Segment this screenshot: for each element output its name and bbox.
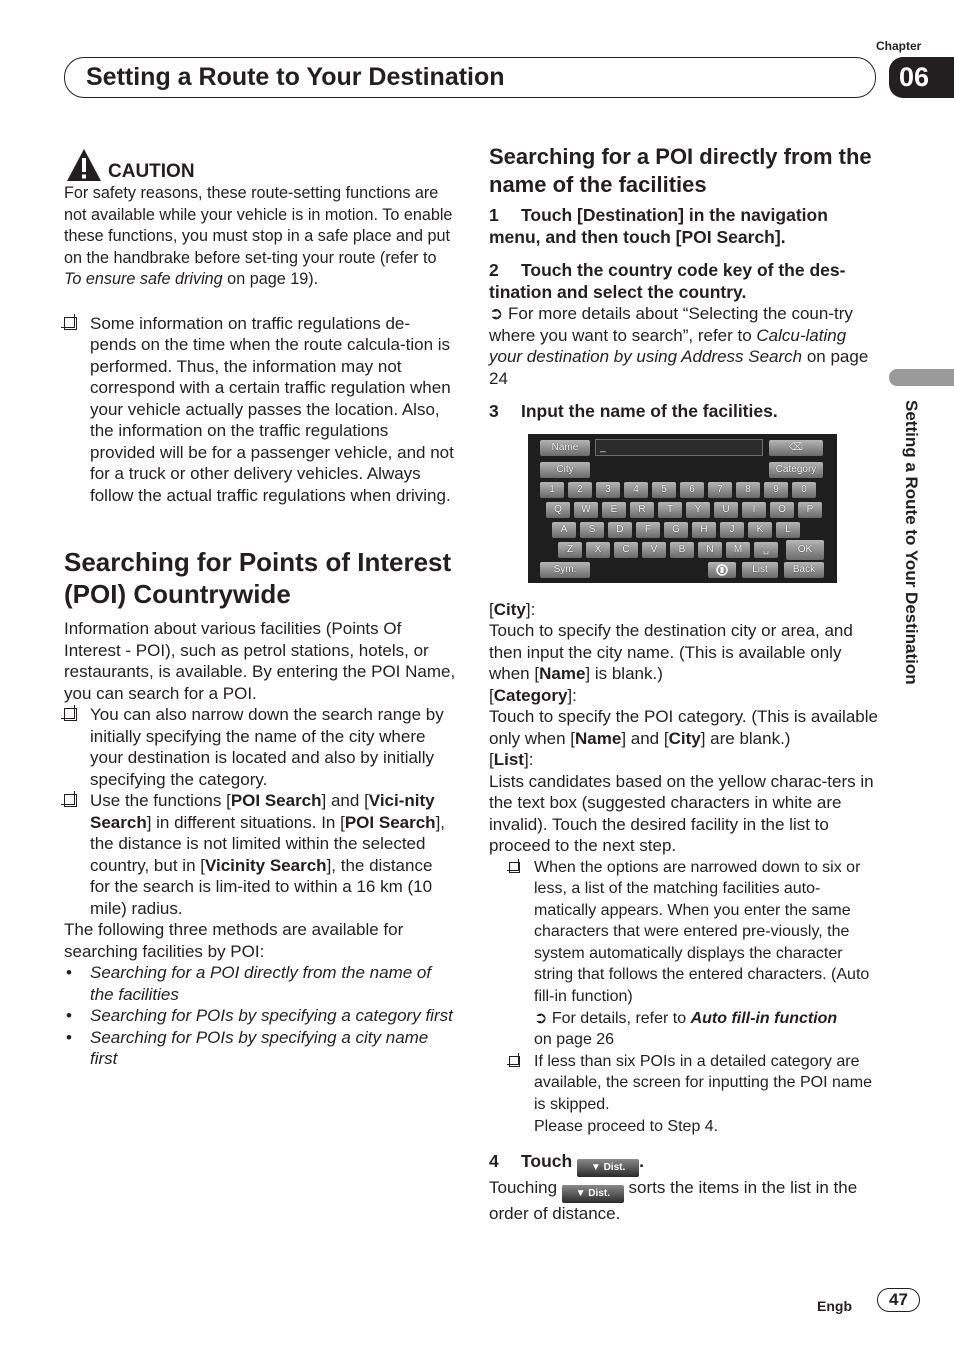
category-desc-label: [Category]: xyxy=(489,685,577,705)
list-key[interactable]: List xyxy=(742,562,778,578)
caution-title: CAUTION xyxy=(108,161,195,182)
method-item: • Searching for POIs by specifying a category first xyxy=(66,1006,453,1026)
key-w[interactable]: W xyxy=(574,502,598,518)
key-g[interactable]: G xyxy=(664,522,688,538)
key-u[interactable]: U xyxy=(714,502,738,518)
key-1[interactable]: 1 xyxy=(540,482,564,498)
autofill-note: When the options are narrowed down to six or less, a list of the matching facilities auto-matically appears. When you enter the same characters that were entered pre-viously, the system automatically displays the character string that follows the entered characters. (Auto fill-in function) ➲ For details, refer to Auto fill-in function on page 26 xyxy=(489,857,881,1051)
chapter-label: Chapter xyxy=(876,39,922,53)
key-r[interactable]: R xyxy=(630,502,654,518)
city-desc-label: [City]: xyxy=(489,599,536,619)
arrow-icon: ➲ xyxy=(489,304,504,323)
step-2: 2 Touch the country code key of the des-tination and select the country. xyxy=(489,260,846,302)
narrow-search-note: You can also narrow down the search range by initially specifying the name of the city where your destination is located and also by initially specifying the category. xyxy=(64,704,456,790)
key-v[interactable]: V xyxy=(642,542,666,558)
back-key[interactable]: Back xyxy=(784,562,824,578)
key-0[interactable]: 0 xyxy=(792,482,816,498)
step-2-reference: ➲ For more details about “Selecting the coun-try where you want to search”, refer to Calcu-lating your destination by using Address Search on page 24 xyxy=(489,304,869,388)
key-5[interactable]: 5 xyxy=(652,482,676,498)
note-checkbox-icon xyxy=(64,794,77,807)
step-3: 3 Input the name of the facilities. xyxy=(489,401,778,421)
note-checkbox-icon xyxy=(64,708,77,721)
chapter-number-badge: 06 xyxy=(889,57,954,98)
key-9[interactable]: 9 xyxy=(764,482,788,498)
list-desc: Lists candidates based on the yellow charac-ters in the text box (suggested characters in white are invalid). Touch the desired facility in the list to proceed to the next step. xyxy=(489,771,874,855)
key-7[interactable]: 7 xyxy=(708,482,732,498)
key-e[interactable]: E xyxy=(602,502,626,518)
caution-text: For safety reasons, these route-setting functions are not available while your vehicle is in motion. To enable these functions, you must stop in a safe place and put on the handbrake before set-ting your route (refer to To ensure safe driving on page 19). xyxy=(64,184,453,289)
page-title: Setting a Route to Your Destination xyxy=(86,63,505,91)
ok-key[interactable]: OK xyxy=(786,540,824,560)
city-desc: Touch to specify the destination city or area, and then input the city name. (This is available only when [Name] is blank.) xyxy=(489,621,853,683)
key-q[interactable]: Q xyxy=(546,502,570,518)
name-key[interactable]: Name xyxy=(540,440,590,456)
step-4: 4 Touch ▼ Dist. . xyxy=(489,1151,881,1177)
section-title: Searching for Points of Interest (POI) Countrywide xyxy=(64,547,452,610)
key-t[interactable]: T xyxy=(658,502,682,518)
key-o[interactable]: O xyxy=(770,502,794,518)
key-c[interactable]: C xyxy=(614,542,638,558)
key-d[interactable]: D xyxy=(608,522,632,538)
caution-heading xyxy=(66,148,456,182)
dist-button[interactable]: ▼ Dist. xyxy=(577,1159,639,1177)
key-f[interactable]: F xyxy=(636,522,660,538)
section-intro: Information about various facilities (Points Of Interest - POI), such as petrol stations, hotels, or restaurants, is available. By entering the POI Name, you can search for a POI. xyxy=(64,619,456,703)
arrow-icon: ➲ xyxy=(534,1009,548,1027)
key-j[interactable]: J xyxy=(720,522,744,538)
key-3[interactable]: 3 xyxy=(596,482,620,498)
key-p[interactable]: P xyxy=(798,502,822,518)
key-8[interactable]: 8 xyxy=(736,482,760,498)
functions-note: Use the functions [POI Search] and [Vici-nity Search] in different situations. In [POI Search], the distance is not limited within the selected country, but in [Vicinity Search], the distance for the search is lim-ited to within a 16 km (10 mile) radius. xyxy=(64,790,456,919)
key-n[interactable]: N xyxy=(698,542,722,558)
key-space[interactable]: ␣ xyxy=(754,542,778,558)
key-s[interactable]: S xyxy=(580,522,604,538)
methods-intro: The following three methods are available for searching facilities by POI: xyxy=(64,920,404,961)
key-a[interactable]: A xyxy=(552,522,576,538)
dist-button[interactable]: ▼ Dist. xyxy=(562,1185,624,1203)
left-column xyxy=(64,148,456,1070)
method-item: • Searching for POIs by specifying a city name first xyxy=(66,1027,429,1069)
key-y[interactable]: Y xyxy=(686,502,710,518)
key-k[interactable]: K xyxy=(748,522,772,538)
symbols-key[interactable]: Sym. xyxy=(540,562,590,578)
key-6[interactable]: 6 xyxy=(680,482,704,498)
voice-key[interactable] xyxy=(708,562,736,578)
category-desc: Touch to specify the POI category. (This is available only when [Name] and [City] are blank.) xyxy=(489,707,878,748)
warning-triangle-icon xyxy=(66,148,102,182)
delete-key[interactable]: ⌫ xyxy=(769,440,823,456)
note-checkbox-icon xyxy=(509,862,520,873)
side-tab-title: Setting a Route to Your Destination xyxy=(902,400,921,685)
key-b[interactable]: B xyxy=(670,542,694,558)
key-l[interactable]: L xyxy=(776,522,800,538)
list-desc-label: [List]: xyxy=(489,750,534,769)
note-checkbox-icon xyxy=(64,317,77,330)
city-key[interactable]: City xyxy=(540,462,590,478)
key-m[interactable]: M xyxy=(726,542,750,558)
key-4[interactable]: 4 xyxy=(624,482,648,498)
footer-language: Engb xyxy=(817,1298,852,1314)
right-column xyxy=(489,143,881,1225)
key-h[interactable]: H xyxy=(692,522,716,538)
method-item: • Searching for a POI directly from the name of the facilities xyxy=(66,963,432,1004)
safe-driving-ref: To ensure safe driving xyxy=(64,270,223,289)
note-checkbox-icon xyxy=(509,1056,520,1067)
page-number: 47 xyxy=(877,1288,920,1312)
step-1: 1 Touch [Destination] in the navigation menu, and then touch [POI Search]. xyxy=(489,205,828,247)
side-tab-marker xyxy=(889,369,954,386)
keyboard-screen xyxy=(528,434,837,583)
subsection-title: Searching for a POI directly from the name of the facilities xyxy=(489,144,872,197)
key-z[interactable]: Z xyxy=(558,542,582,558)
traffic-note: Some information on traffic regulations de-pends on the time when the route calcula-tion is performed. Thus, the information may not correspond with a certain traffic regulation when your vehicle actually passes the location. Also, the information on the traffic regulations provided will be for a passenger vehicle, and not for a truck or other delivery vehicles. Always follow the actual traffic regulations when driving. xyxy=(64,313,456,507)
skip-note: If less than six POIs in a detailed category are available, the screen for inputting the POI name is skipped. Please proceed to Step 4. xyxy=(489,1051,881,1137)
key-2[interactable]: 2 xyxy=(568,482,592,498)
name-input[interactable]: _ xyxy=(595,439,763,456)
voice-icon xyxy=(716,564,728,576)
category-key[interactable]: Category xyxy=(769,462,823,478)
step-4-desc: Touching ▼ Dist. sorts the items in the list in the order of distance. xyxy=(489,1178,858,1224)
key-i[interactable]: I xyxy=(742,502,766,518)
key-x[interactable]: X xyxy=(586,542,610,558)
